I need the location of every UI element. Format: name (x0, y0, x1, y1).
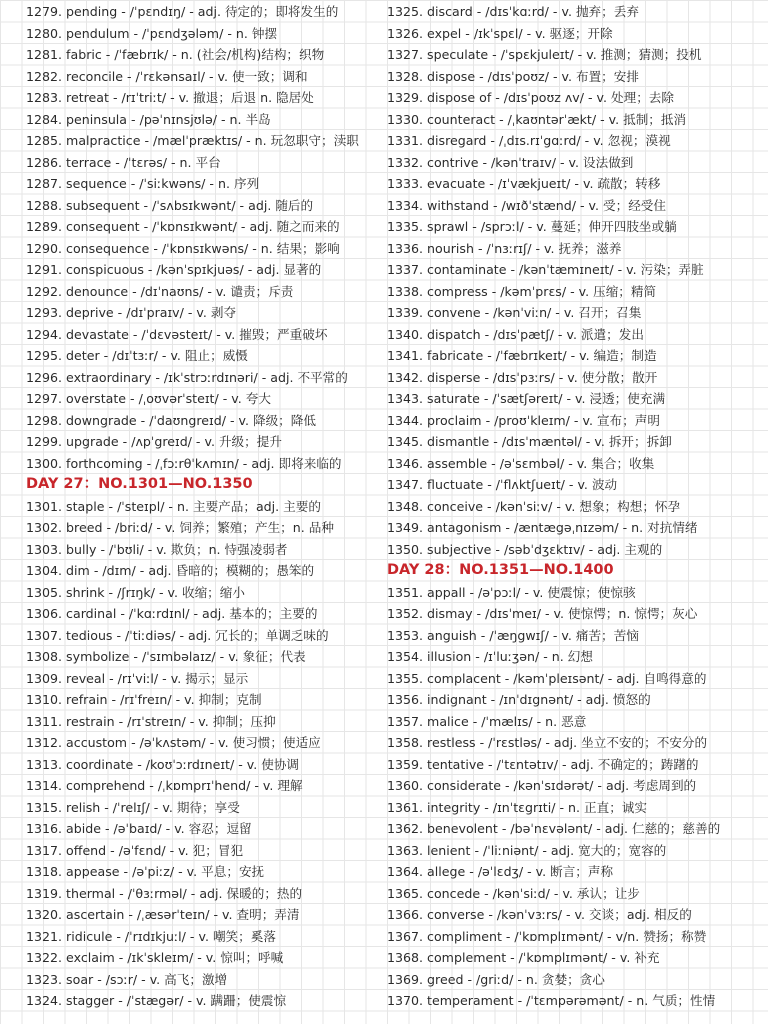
vocab-entry: 1295. deter - /dɪˈtɜːr/ - v. 阻止；威慑 (26, 348, 248, 363)
vocab-entry: 1327. speculate - /ˈspɛkjuleɪt/ - v. 推测；猜测；投机 (387, 47, 702, 62)
vocab-entry: 1300. forthcoming - /ˌfɔːrθˈkʌmɪn/ - adj. 即将来临的 (26, 455, 342, 471)
vocab-entry: 1313. coordinate - /koʊˈɔːrdɪneɪt/ - v. 使协调 (26, 756, 300, 772)
vocab-entry: 1341. fabricate - /ˈfæbrɪkeɪt/ - v. 编造；制造 (387, 348, 657, 363)
vocab-entry: 1285. malpractice - /mælˈpræktɪs/ - n. 玩忽职守；渎职 (26, 133, 359, 148)
vocab-entry: 1310. refrain - /rɪˈfreɪn/ - v. 抑制；克制 (26, 692, 262, 707)
vocab-entry: 1363. lenient - /ˈliːniənt/ - adj. 宽大的；宽容的 (387, 842, 667, 858)
vocab-entry: 1332. contrive - /kənˈtraɪv/ - v. 设法做到 (387, 154, 634, 170)
vocab-entry: 1309. reveal - /rɪˈviːl/ - v. 揭示；显示 (26, 670, 249, 686)
vocab-entry: 1319. thermal - /ˈθɜːrməl/ - adj. 保暖的；热的 (26, 885, 303, 901)
vocab-entry: 1335. sprawl - /sprɔːl/ - v. 蔓延；伸开四肢坐或躺 (387, 219, 677, 234)
vocab-entry: 1315. relish - /ˈrelɪʃ/ - v. 期待；享受 (26, 799, 240, 815)
vocab-entry: 1352. dismay - /dɪsˈmeɪ/ - v. 使惊愕；n. 惊愕；灰心 (387, 606, 698, 621)
vocab-entry: 1364. allege - /əˈlɛdʒ/ - v. 断言；声称 (387, 864, 614, 879)
vocab-entry: 1284. peninsula - /pəˈnɪnsjʊlə/ - n. 半岛 (26, 111, 271, 127)
vocab-entry: 1306. cardinal - /ˈkɑːrdɪnl/ - adj. 基本的；主要的 (26, 606, 318, 621)
vocab-entry: 1368. complement - /ˈkɒmplɪmənt/ - v. 补充 (387, 950, 660, 965)
vocab-entry: 1291. conspicuous - /kənˈspɪkjuəs/ - adj. 显著的 (26, 262, 322, 277)
vocab-entry: 1357. malice - /ˈmælɪs/ - n. 恶意 (387, 713, 587, 729)
vocab-entry: 1339. convene - /kənˈviːn/ - v. 召开；召集 (387, 305, 642, 320)
vocab-entry: 1351. appall - /əˈpɔːl/ - v. 使震惊；使惊骇 (387, 584, 636, 600)
vocab-entry: 1305. shrink - /ʃrɪŋk/ - v. 收缩；缩小 (26, 584, 245, 600)
vocab-entry: 1337. contaminate - /kənˈtæmɪneɪt/ - v. 污染；弄脏 (387, 262, 704, 277)
vocab-entry: 1356. indignant - /ɪnˈdɪgnənt/ - adj. 愤怒的 (387, 692, 651, 707)
vocab-entry: 1312. accustom - /əˈkʌstəm/ - v. 使习惯；使适应 (26, 735, 321, 750)
vocab-entry: 1333. evacuate - /ɪˈvækjueɪt/ - v. 疏散；转移 (387, 176, 661, 191)
vocab-entry: 1297. overstate - /ˌoʊvərˈsteɪt/ - v. 夸大 (26, 391, 271, 406)
vocab-entry: 1328. dispose - /dɪsˈpoʊz/ - v. 布置；安排 (387, 68, 639, 84)
vocab-entry: 1294. devastate - /ˈdɛvəsteɪt/ - v. 摧毁；严重破坏 (26, 326, 328, 342)
vocab-entry: 1322. exclaim - /ɪkˈskleɪm/ - v. 惊叫；呼喊 (26, 950, 284, 965)
vocab-entry: 1330. counteract - /ˌkaʊntərˈækt/ - v. 抵制；抵消 (387, 111, 687, 127)
vocab-entry: 1304. dim - /dɪm/ - adj. 昏暗的；模糊的；愚笨的 (26, 563, 315, 578)
vocab-entry: 1314. comprehend - /ˌkɒmprɪˈhend/ - v. 理解 (26, 778, 303, 793)
day-heading: DAY 27：NO.1301—NO.1350 (26, 476, 253, 492)
vocab-entry: 1288. subsequent - /ˈsʌbsɪkwənt/ - adj. 随后的 (26, 197, 314, 213)
vocab-entry: 1323. soar - /sɔːr/ - v. 高飞；激增 (26, 971, 228, 987)
vocab-entry: 1311. restrain - /rɪˈstreɪn/ - v. 抑制；压抑 (26, 713, 276, 729)
vocab-entry: 1321. ridicule - /ˈrɪdɪkjuːl/ - v. 嘲笑；奚落 (26, 928, 276, 944)
vocab-entry: 1350. subjective - /səbˈdʒɛktɪv/ - adj. 主观的 (387, 541, 663, 557)
vocab-entry: 1342. disperse - /dɪsˈpɜːrs/ - v. 使分散；散开 (387, 369, 658, 385)
vocab-entry: 1348. conceive - /kənˈsiːv/ - v. 想象；构想；怀孕 (387, 498, 681, 514)
vocab-entry: 1361. integrity - /ɪnˈtɛgrɪti/ - n. 正直；诚实 (387, 799, 647, 815)
vocab-entry: 1282. reconcile - /ˈrɛkənsaɪl/ - v. 使一致；调和 (26, 68, 308, 84)
vocab-entry: 1346. assemble - /əˈsɛmbəl/ - v. 集合；收集 (387, 455, 655, 471)
vocab-entry: 1289. consequent - /ˈkɒnsɪkwənt/ - adj. 随之而来的 (26, 219, 340, 234)
vocab-entry: 1340. dispatch - /dɪsˈpætʃ/ - v. 派遣；发出 (387, 326, 644, 342)
vocab-entry: 1298. downgrade - /ˈdaʊngreɪd/ - v. 降级；降低 (26, 412, 316, 428)
vocab-entry: 1365. concede - /kənˈsiːd/ - v. 承认；让步 (387, 885, 640, 901)
vocab-entry: 1292. denounce - /dɪˈnaʊns/ - v. 谴责；斥责 (26, 283, 294, 299)
vocab-entry: 1347. fluctuate - /ˈflʌktʃueɪt/ - v. 波动 (387, 477, 618, 492)
vocab-entry: 1326. expel - /ɪkˈspɛl/ - v. 驱逐；开除 (387, 25, 613, 41)
vocab-entry: 1324. stagger - /ˈstægər/ - v. 蹒跚；使震惊 (26, 993, 287, 1008)
vocab-entry: 1279. pending - /ˈpɛndɪŋ/ - adj. 待定的；即将发生的 (26, 4, 339, 19)
vocab-entry: 1280. pendulum - /ˈpɛndʒələm/ - n. 钟摆 (26, 25, 278, 41)
vocab-entry: 1318. appease - /əˈpiːz/ - v. 平息；安抚 (26, 864, 265, 879)
vocab-entry: 1343. saturate - /ˈsætʃəreɪt/ - v. 浸透；使充满 (387, 391, 666, 406)
vocab-entry: 1293. deprive - /dɪˈpraɪv/ - v. 剥夺 (26, 305, 237, 320)
left-column (26, 1, 381, 1012)
vocab-entry: 1359. tentative - /ˈtɛntətɪv/ - adj. 不确定的；踌躇的 (387, 756, 699, 772)
vocab-entry: 1334. withstand - /wɪðˈstænd/ - v. 受；经受住 (387, 197, 666, 213)
vocab-entry: 1362. benevolent - /bəˈnɛvələnt/ - adj. 仁慈的；慈善的 (387, 821, 721, 836)
vocab-entry: 1317. offend - /əˈfɛnd/ - v. 犯；冒犯 (26, 842, 244, 858)
vocab-entry: 1338. compress - /kəmˈprɛs/ - v. 压缩；精简 (387, 283, 657, 299)
vocab-entry: 1307. tedious - /ˈtiːdiəs/ - adj. 冗长的；单调乏味的 (26, 627, 329, 643)
vocab-entry: 1283. retreat - /rɪˈtriːt/ - v. 撤退；后退 n. 隐居处 (26, 90, 314, 105)
vocab-entry: 1308. symbolize - /ˈsɪmbəlaɪz/ - v. 象征；代表 (26, 649, 306, 664)
vocab-entry: 1344. proclaim - /proʊˈkleɪm/ - v. 宣布；声明 (387, 412, 660, 428)
vocab-entry: 1367. compliment - /ˈkɒmplɪmənt/ - v/n. 赞扬；称赞 (387, 928, 707, 944)
vocab-entry: 1358. restless - /ˈrɛstləs/ - adj. 坐立不安的；不安分的 (387, 735, 708, 750)
vocab-entry: 1329. dispose of - /dɪsˈpoʊz ʌv/ - v. 处理；去除 (387, 90, 674, 105)
vocab-entry: 1290. consequence - /ˈkɒnsɪkwəns/ - n. 结果；影响 (26, 240, 340, 256)
vocab-entry: 1299. upgrade - /ʌpˈgreɪd/ - v. 升级；提升 (26, 434, 282, 449)
vocab-entry: 1369. greed - /griːd/ - n. 贪婪；贪心 (387, 971, 605, 987)
vocab-entry: 1360. considerate - /kənˈsɪdərət/ - adj. 考虑周到的 (387, 778, 697, 793)
vocab-entry: 1286. terrace - /ˈtɛrəs/ - n. 平台 (26, 154, 221, 170)
day-heading: DAY 28：NO.1351—NO.1400 (387, 562, 614, 578)
vocab-entry: 1370. temperament - /ˈtɛmpərəmənt/ - n. 气质；性情 (387, 993, 716, 1008)
vocab-entry: 1296. extraordinary - /ɪkˈstrɔːrdɪnəri/ - adj. 不平常的 (26, 369, 348, 385)
right-column (387, 1, 765, 1012)
vocab-entry: 1354. illusion - /ɪˈluːʒən/ - n. 幻想 (387, 649, 593, 664)
vocab-entry: 1302. breed - /briːd/ - v. 饲养；繁殖；产生；n. 品种 (26, 520, 334, 535)
vocab-entry: 1353. anguish - /ˈæŋgwɪʃ/ - v. 痛苦；苦恼 (387, 627, 639, 643)
vocab-entry: 1303. bully - /ˈbʊli/ - v. 欺负；n. 恃强凌弱者 (26, 541, 288, 557)
vocab-entry: 1331. disregard - /ˌdɪs.rɪˈgɑːrd/ - v. 忽视；漠视 (387, 133, 671, 148)
vocab-entry: 1281. fabric - /ˈfæbrɪk/ - n. (社会/机构)结构；织物 (26, 47, 325, 62)
vocab-entry: 1336. nourish - /ˈnɜːrɪʃ/ - v. 抚养；滋养 (387, 240, 622, 256)
vocab-entry: 1316. abide - /əˈbaɪd/ - v. 容忍；逗留 (26, 821, 252, 836)
vocab-entry: 1349. antagonism - /æntægəˌnɪzəm/ - n. 对抗情绪 (387, 520, 698, 535)
vocab-entry: 1325. discard - /dɪsˈkɑːrd/ - v. 抛弃；丢弃 (387, 4, 639, 19)
vocab-entry: 1355. complacent - /kəmˈpleɪsənt/ - adj. 自鸣得意的 (387, 670, 707, 686)
vocab-entry: 1345. dismantle - /dɪsˈmæntəl/ - v. 拆开；拆卸 (387, 434, 672, 449)
vocab-entry: 1366. converse - /kənˈvɜːrs/ - v. 交谈；adj. 相反的 (387, 907, 692, 922)
vocab-entry: 1301. staple - /ˈsteɪpl/ - n. 主要产品；adj. 主要的 (26, 498, 321, 514)
vocab-entry: 1287. sequence - /ˈsiːkwəns/ - n. 序列 (26, 176, 260, 191)
vocab-entry: 1320. ascertain - /ˌæsərˈteɪn/ - v. 查明；弄清 (26, 907, 300, 922)
